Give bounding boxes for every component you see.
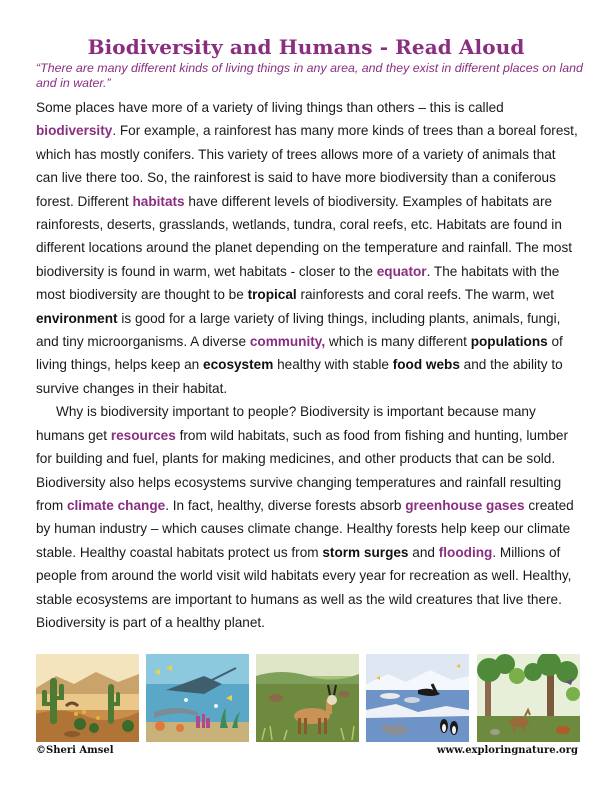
text-run: of living things, helps keep an	[36, 334, 563, 373]
keyword-flooding: flooding	[438, 544, 493, 560]
text-run: is good for a large variety of living things, including plants, animals, fungi, and tiny microorganisms. A diverse	[36, 310, 561, 350]
text-run: have different levels of biodiversity. Examples of habitats are rainforests, deserts, grasslands, wetlands, tundra, coral reefs, etc. Habitats are found in different locations around the planet depending on the temperature and rainfall. The most biodiversity is found in warm, wet habitats - closer to the	[36, 193, 573, 279]
bold-term-ecosystem: ecosystem	[203, 357, 274, 373]
bold-term-populations: populations	[470, 334, 548, 350]
text-run: rainforests and coral reefs. The warm, wet	[296, 287, 555, 303]
text-run: from wild habitats, such as food from fishing and hunting, lumber for building and fuel, plants for making medicines, and other products that can be sold. Biodiversity also helps ecosystems survive changing temperatures and rainfall resulting from	[36, 427, 568, 513]
keyword-equator: equator	[376, 263, 427, 279]
text-run: and the ability to survive changes in their habitat.	[36, 357, 563, 396]
text-run: and	[408, 544, 439, 560]
keyword-habitats: habitats	[132, 193, 185, 209]
page-title: Biodiversity and Humans - Read Aloud	[87, 35, 525, 59]
grassland-habitat-illustration	[256, 654, 359, 742]
bold-term-tropical: tropical	[247, 287, 297, 303]
paragraph-1	[36, 96, 581, 400]
keyword-climate-change: climate change	[66, 497, 166, 513]
text-run: . For example, a rainforest has many more kinds of trees than a boreal forest, which has mostly conifers. This variety of trees allows more of a variety of animals that can live there too. So, the rainforest is said to have more biodiversity than a coniferous forest. Different	[36, 123, 578, 209]
reading-passage	[36, 96, 581, 634]
arctic-habitat-illustration	[366, 654, 469, 742]
bold-term-food-webs: food webs	[392, 357, 460, 373]
website-link[interactable]: www.exploringnature.org	[436, 745, 578, 756]
ocean-habitat-illustration	[146, 654, 249, 742]
text-run: created by human industry – which causes climate change. Healthy forests help keep our climate stable. Healthy coastal habitats protect us from	[36, 497, 574, 560]
text-run: which is many different	[325, 334, 471, 350]
text-run: . In fact, healthy, diverse forests absorb	[165, 497, 406, 513]
keyword-greenhouse-gases: greenhouse gases	[405, 497, 525, 513]
keyword-resources: resources	[110, 427, 176, 443]
intro-quote: “There are many different kinds of living things in any area, and they exist in different places on land and in water.”	[36, 61, 583, 90]
copyright-credit: ©Sheri Amsel	[36, 745, 114, 756]
text-run: healthy with stable	[273, 357, 393, 373]
paragraph-2	[36, 400, 581, 634]
text-run: Why is biodiversity important to people? Biodiversity is important because many humans get	[36, 404, 536, 443]
keyword-biodiversity: biodiversity	[36, 123, 113, 139]
keyword-community: community,	[249, 334, 326, 350]
habitat-illustration-strip	[36, 654, 580, 742]
forest-habitat-illustration	[477, 654, 580, 742]
bold-term-storm-surges: storm surges	[322, 544, 409, 560]
text-run: . The habitats with the most biodiversity are thought to be	[36, 263, 560, 303]
text-run: Some places have more of a variety of living things than others – this is called	[36, 100, 504, 115]
bold-term-environment: environment	[36, 310, 118, 326]
desert-habitat-illustration	[36, 654, 139, 742]
text-run: . Millions of people from around the world visit wild habitats every year for recreation as well. Healthy, stable ecosystems are important to humans as well as the wild creatures that live there. Biodiversity is part of a healthy planet.	[36, 544, 572, 630]
